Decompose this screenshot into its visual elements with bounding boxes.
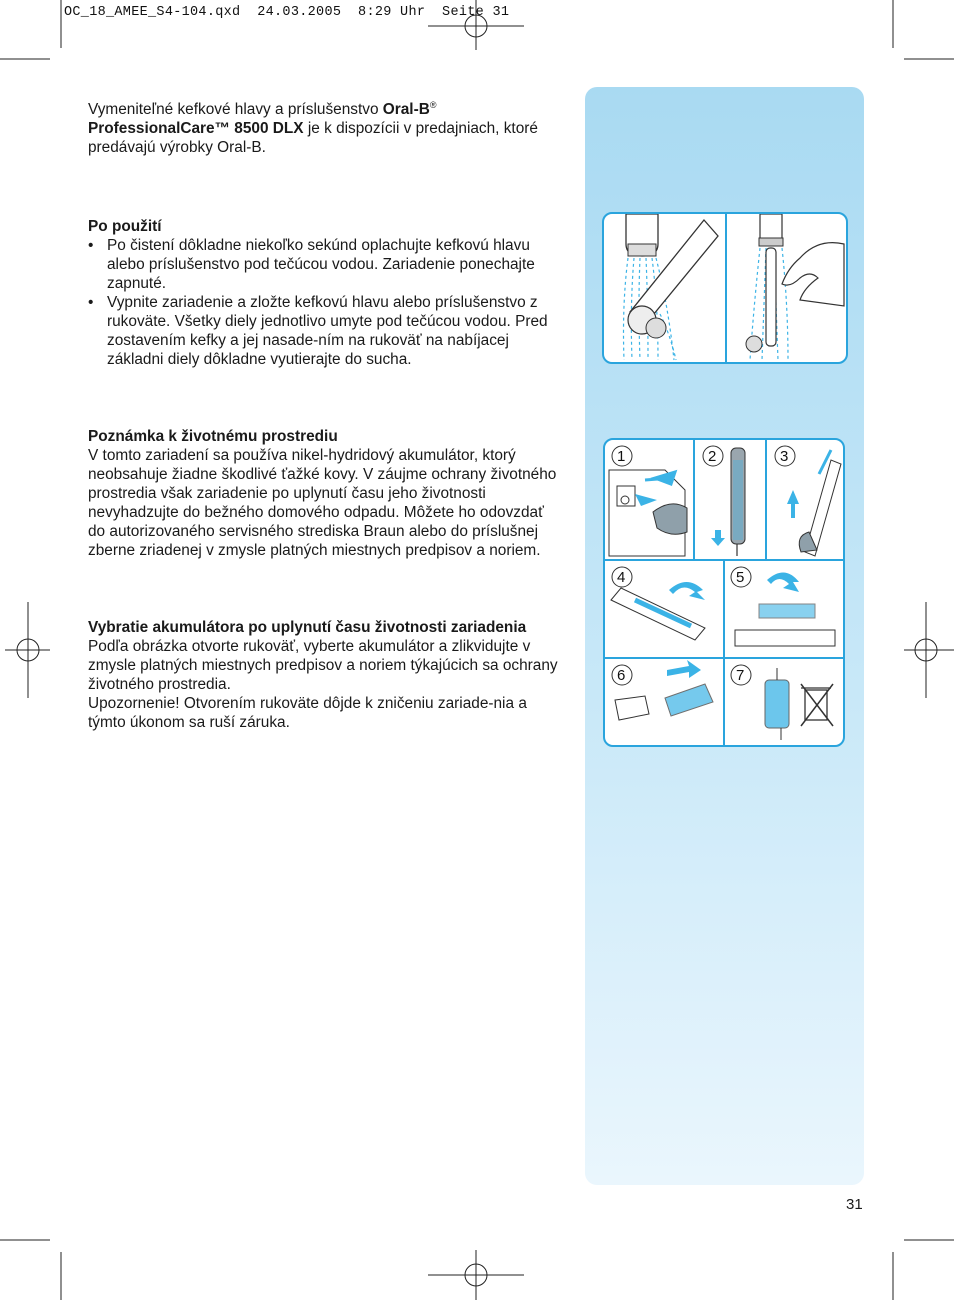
- step-number: 2: [708, 448, 717, 465]
- registered-mark: ®: [429, 100, 437, 110]
- step-number: 3: [780, 448, 789, 465]
- intro-paragraph: [88, 96, 558, 157]
- environment-section: [88, 427, 558, 560]
- step-number: 6: [617, 667, 626, 684]
- step-4-panel: [611, 582, 705, 640]
- hand-icon: [746, 243, 844, 352]
- step-number: 1: [617, 448, 626, 465]
- faucet-icon: [759, 214, 783, 246]
- step-number: 5: [736, 569, 745, 586]
- step-7-panel: [765, 668, 789, 740]
- main-text-column: [88, 96, 558, 790]
- print-slug: OC_18_AMEE_S4-104.qxd 24.03.2005 8:29 Uhr Seite 31: [64, 5, 510, 20]
- after-use-section: [88, 217, 558, 369]
- step-1-panel: [609, 470, 687, 556]
- battery-removal-body: Podľa obrázka otvorte rukoväť, vyberte akumulátor a zlikvidujte v zmysle platných miestnych predpisov a noriem týkajúcich sa ochrany životného prostredia.: [88, 638, 558, 694]
- after-use-heading: Po použití: [88, 218, 162, 236]
- faucet-icon: [626, 214, 658, 256]
- product-name: ProfessionalCare™ 8500 DLX: [88, 120, 304, 138]
- step-5-panel: [735, 572, 835, 646]
- crossed-bin-icon: [801, 684, 833, 726]
- environment-body: V tomto zariadení sa používa nikel-hydridový akumulátor, ktorý neobsahuje žiadne škodlivé ťažké kovy. V záujme ochrany životného prostredia však zariadenie po uplynutí času jeho životnosti nevyhadzujte do bežného domového odpadu. Môžete ho odovzdať do autorizovaného servisného strediska Braun alebo do príslušnej zberne zriadenej v zmysle platných miestnych predpisov a noriem.: [88, 447, 557, 560]
- list-item: • Po čistení dôkladne niekoľko sekúnd oplachujte kefkovú hlavu alebo príslušenstvo pod tečúcou vodou. Zariadenie ponechajte zapnuté.: [88, 236, 558, 293]
- battery-removal-heading: Vybratie akumulátora po uplynutí času životnosti zariadenia: [88, 619, 527, 637]
- after-use-list: [88, 236, 558, 369]
- battery-removal-illustration: [603, 438, 845, 747]
- environment-heading: Poznámka k životnému prostrediu: [88, 428, 338, 446]
- intro-text-b: je k dispozícii v predajniach, ktoré predávajú výrobky Oral-B.: [88, 120, 538, 157]
- list-item: • Vypnite zariadenie a zložte kefkovú hlavu alebo príslušenstvo z rukoväte. Všetky diely jednotlivo umyte pod tečúcou vodou. Pred zostavením kefky a jej nasade-ním na rukoväť na nabíjacej základni diely dôkladne vyutierajte do sucha.: [88, 293, 558, 369]
- intro-text-a: Vymeniteľné kefkové hlavy a príslušenstvo: [88, 101, 383, 119]
- warning-text: Upozornenie! Otvorením rukoväte dôjde k zničeniu zariade-nia a týmto úkonom sa ruší záruka.: [88, 695, 527, 732]
- step-3-panel: [787, 450, 841, 556]
- brand-name: Oral-B: [382, 101, 430, 119]
- battery-removal-section: [88, 618, 558, 732]
- page-number: 31: [846, 1196, 863, 1213]
- rinsing-illustration: [602, 212, 848, 364]
- step-number: 4: [617, 569, 626, 586]
- step-number: 7: [736, 667, 745, 684]
